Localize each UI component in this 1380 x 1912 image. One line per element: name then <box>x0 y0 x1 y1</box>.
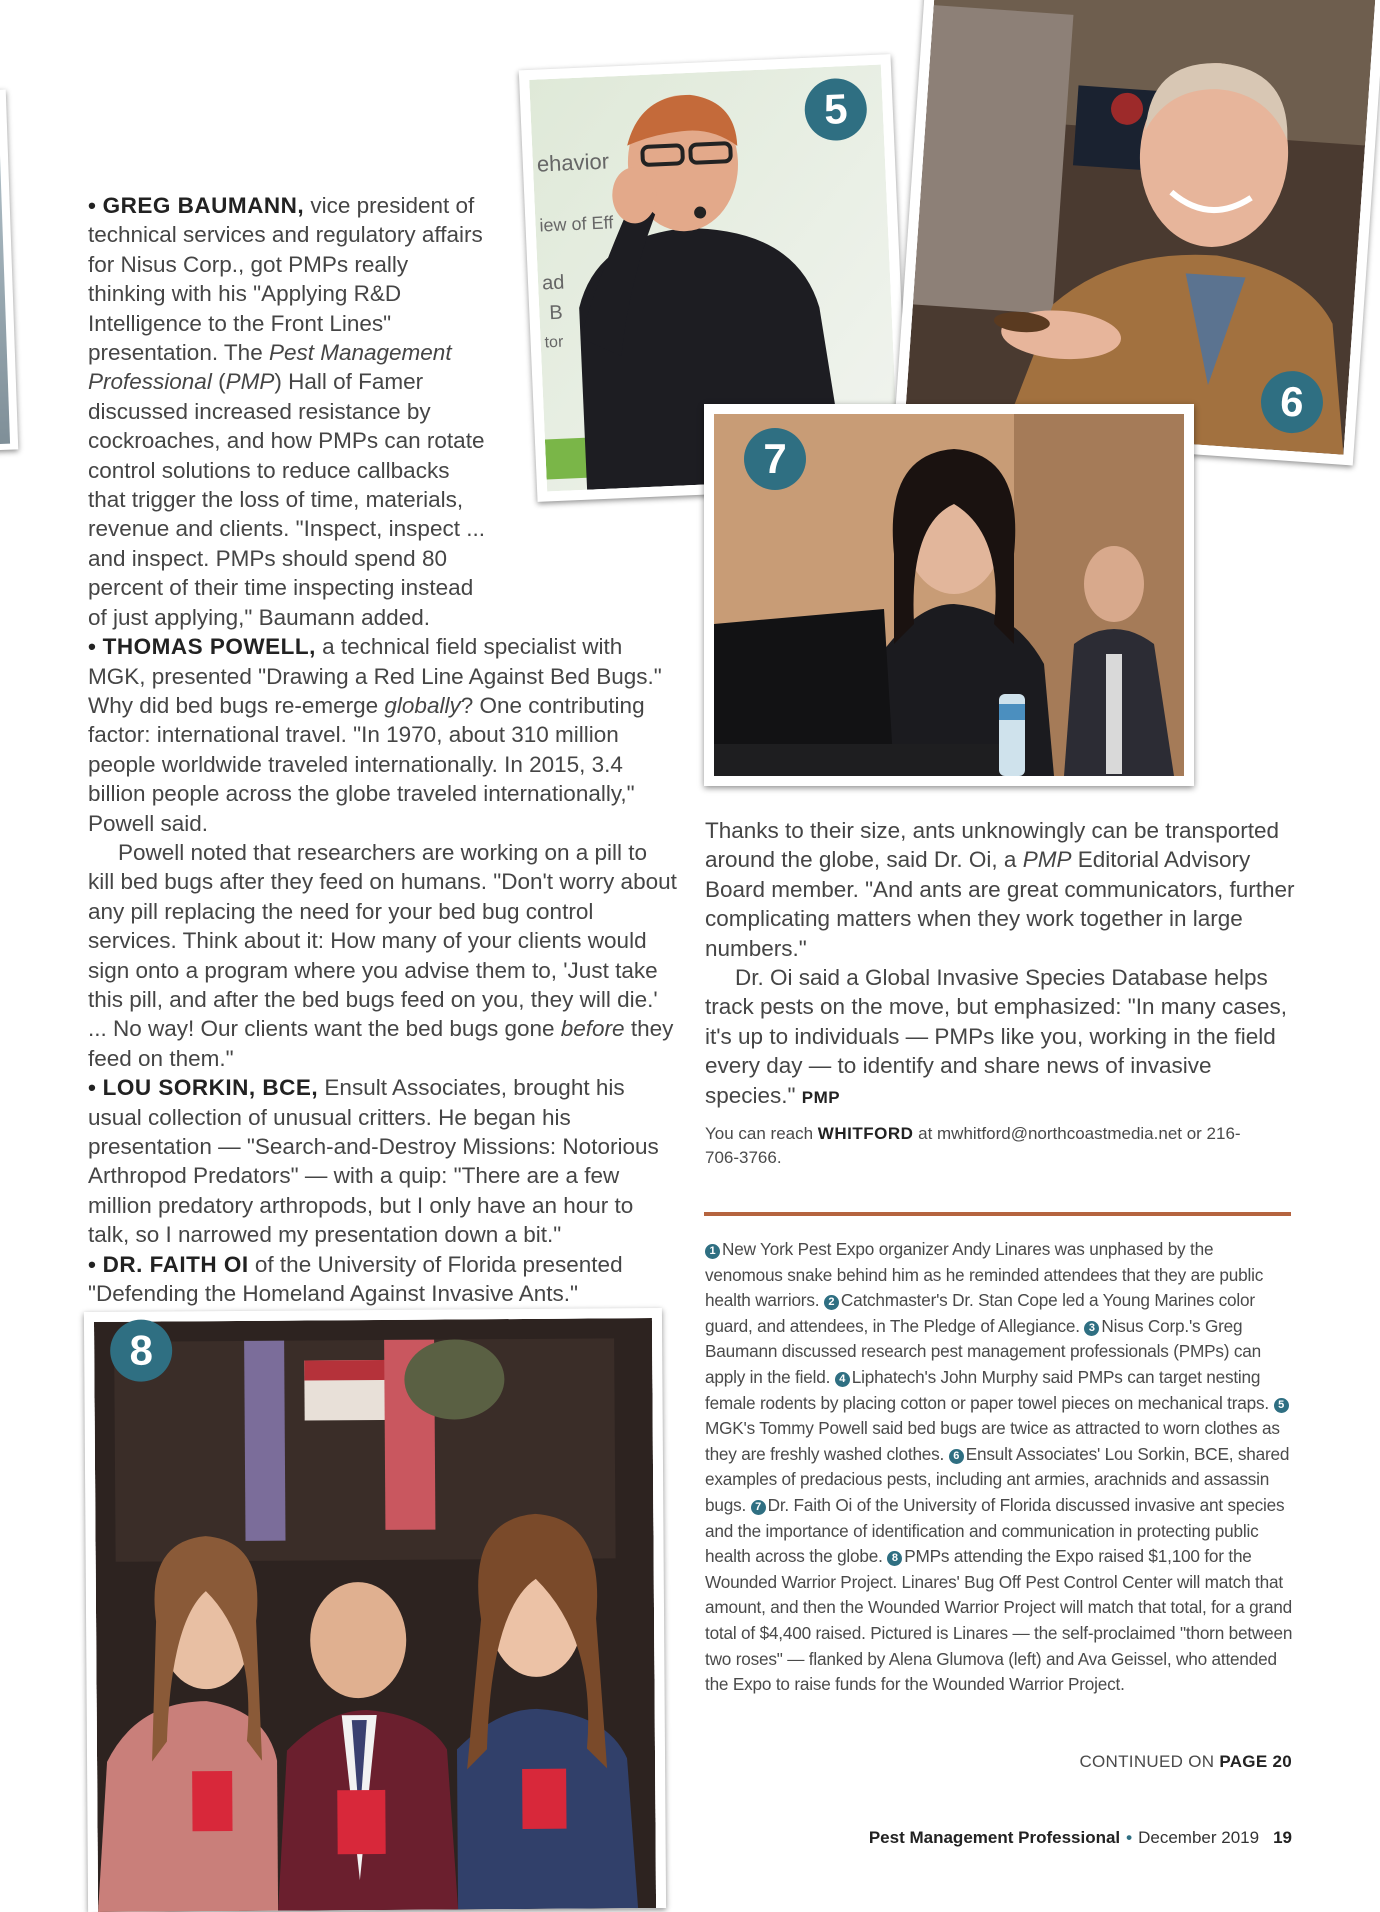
magazine-name: Pest Management Professional <box>868 1828 1121 1847</box>
greg-text-2: ( <box>211 369 226 395</box>
ants-text-1: Thanks to their size, ants unknowingly can be transported around the globe, said Dr. Oi, a <box>705 818 1280 873</box>
greg-text-1: vice president of technical services and regulatory affairs for Nisus Corp., got PMPs really thinking with his "Applying R&D Intelligence to the Front Lines" presentation. The <box>88 193 483 366</box>
pill-text-2: they feed on them." <box>88 1016 674 1071</box>
caption-text-4: Liphatech's John Murphy said PMPs can target nesting female rodents by placing cotton or paper towel pieces on mechanical traps. <box>705 1366 1274 1413</box>
caption-text-6: Ensult Associates' Lou Sorkin, BCE, shared examples of predacious pests, including ant armies, arachnids and assassin bugs. <box>705 1443 1290 1515</box>
caption-text-5: MGK's Tommy Powell said bed bugs are twice as attracted to worn clothes as they are freshly washed clothes. <box>705 1418 1280 1464</box>
continued-on-link[interactable] <box>1079 1752 1292 1772</box>
database-text-1: Dr. Oi said a Global Invasive Species Database helps track pests on the move, but emphasized: "In many cases, it's up to individuals — PMPs like you, working in the field every day — to identify and share news of invasive species." <box>705 965 1288 1108</box>
photo-7-faith-oi <box>704 404 1194 786</box>
pill-text-1: Powell noted that researchers are working on a pill to kill bed bugs after they feed on humans. "Don't worry about any pill replacing the need for your bed bug control services. Think about it: How many of your clients would sign onto a program where you advise them to, 'Just take this pill, and after the bed bugs feed on you, they will die.' ... No way! Our clients want the bed bugs gone <box>88 839 677 1042</box>
caption-number-6: 6 <box>949 1449 964 1464</box>
name-thomas-powell: THOMAS POWELL, <box>102 634 316 660</box>
slide-word-4: B <box>548 301 564 325</box>
page-footer <box>869 1828 1292 1848</box>
contact-name: WHITFORD <box>817 1124 914 1143</box>
paragraph-lou-sorkin <box>88 1073 678 1249</box>
partial-photo-left-edge <box>0 90 18 451</box>
thomas-text-2: ? One contributing factor: international travel. "In 1970, about 310 million people worldwide traveled internationally. In 2015, 3.4 billion people across the globe traveled internationally," Powell said. <box>88 692 645 836</box>
caption-text-2: Catchmaster's Dr. Stan Cope led a Young Marines color guard, and attendees, in The Pledge of Allegiance. <box>705 1290 1255 1336</box>
ants-italic-1: PMP <box>1022 847 1072 873</box>
faith-text-1: of the University of Florida presented "Defending the Homeland Against Invasive Ants." <box>88 1251 623 1307</box>
bullet: • <box>88 1251 97 1277</box>
contact-text-2: at mwhitford@northcoastmedia.net or 216-706-3766. <box>705 1124 1241 1167</box>
bullet: • <box>88 634 97 660</box>
paragraph-greg-baumann <box>88 191 488 632</box>
lou-text-1: Ensult Associates, brought his usual collection of unusual critters. He began his presentation — "Search-and-Destroy Missions: Notorious Arthropod Predators" — with a quip: "There are a few million predatory arthropods, but I only have an hour to talk, so I narrowed my presentation down a bit." <box>88 1075 659 1248</box>
continued-page: PAGE 20 <box>1219 1752 1292 1771</box>
caption-8 <box>705 1546 1292 1694</box>
right-article-column <box>705 816 1295 1112</box>
continued-label: CONTINUED ON <box>1079 1752 1220 1771</box>
paragraph-powell-pill <box>88 838 678 1073</box>
greg-text-3: ) Hall of Famer discussed increased resistance by cockroaches, and how PMPs can rotate control solutions to reduce callbacks that trigger the loss of time, materials, revenue and clients. "Inspect, inspect ... and inspect. PMPs should spend 80 percent of their time inspecting instead of just applying," Baumann added. <box>88 369 485 630</box>
footer-separator: • <box>1126 1828 1133 1847</box>
contact-text-1: You can reach <box>705 1124 818 1143</box>
group-image <box>94 1318 656 1912</box>
issue-date: December 2019 <box>1138 1828 1260 1847</box>
bullet: • <box>88 193 97 218</box>
photo-captions <box>705 1237 1295 1698</box>
caption-number-2: 2 <box>824 1295 839 1310</box>
photo-8-group <box>84 1308 666 1912</box>
paragraph-ants <box>705 816 1295 963</box>
pmp-end-mark: PMP <box>801 1087 841 1107</box>
caption-divider <box>704 1212 1291 1216</box>
caption-number-8: 8 <box>887 1551 902 1566</box>
slide-word-3: ad <box>541 271 565 295</box>
photo-5-badge: 5 <box>803 77 868 142</box>
caption-number-1: 1 <box>705 1244 720 1259</box>
bullet: • <box>88 1075 97 1101</box>
name-lou-sorkin: LOU SORKIN, BCE, <box>102 1075 319 1101</box>
photo-6-man-with-roach <box>894 0 1380 465</box>
photo-7-badge: 7 <box>744 428 806 490</box>
left-article-column <box>88 191 678 1308</box>
name-faith-oi: DR. FAITH OI <box>102 1251 249 1277</box>
caption-text-3: Nisus Corp.'s Greg Baumann discussed research pest management professionals (PMPs) can apply in the field. <box>705 1315 1261 1387</box>
name-greg-baumann: GREG BAUMANN, <box>102 193 305 218</box>
slide-word-1: ehavior <box>536 148 610 177</box>
slide-word-2: iew of Eff <box>539 212 614 236</box>
greg-italic-1: Pest Management Professional <box>88 340 452 395</box>
pill-italic-1: before <box>560 1016 625 1042</box>
greg-italic-2: PMP <box>225 369 275 395</box>
caption-text-7: Dr. Faith Oi of the University of Florida discussed invasive ant species and the importance of identification and communication in protecting public health across the globe. <box>705 1494 1285 1567</box>
caption-number-7: 7 <box>751 1500 766 1515</box>
paragraph-faith-oi <box>88 1250 678 1309</box>
paragraph-database <box>705 963 1295 1112</box>
caption-text-8: PMPs attending the Expo raised $1,100 for the Wounded Warrior Project. Linares' Bug Off Pest Control Center will match that amount, and then the Wounded Warrior Project will match that total, for a grand total of $4,400 raised. Pictured is Linares — the self-proclaimed "thorn between two roses" — flanked by Alena Glumova (left) and Ava Geissel, who attended the Expo to raise funds for the Wounded Warrior Project. <box>705 1546 1293 1695</box>
thomas-text-1: a technical field specialist with MGK, presented "Drawing a Red Line Against Bed Bugs." Why did bed bugs re-emerge <box>88 634 662 718</box>
author-contact <box>705 1122 1245 1170</box>
caption-number-3: 3 <box>1084 1321 1099 1336</box>
photo-6-badge: 6 <box>1259 369 1325 435</box>
ants-text-2: Editorial Advisory Board member. "And ants are great communicators, further complicating matters when they work together in large numbers." <box>705 847 1295 961</box>
photo-8-badge: 8 <box>110 1319 172 1381</box>
slide-word-5: tor <box>544 333 564 352</box>
caption-number-5: 5 <box>1274 1398 1289 1413</box>
caption-number-4: 4 <box>835 1372 850 1387</box>
thomas-italic-1: globally <box>384 692 461 718</box>
page-number: 19 <box>1273 1828 1292 1847</box>
paragraph-thomas-powell <box>88 632 678 838</box>
caption-text-1: New York Pest Expo organizer Andy Linares was unphased by the venomous snake behind him as he reminded attendees that they are public health warriors. <box>705 1239 1264 1311</box>
